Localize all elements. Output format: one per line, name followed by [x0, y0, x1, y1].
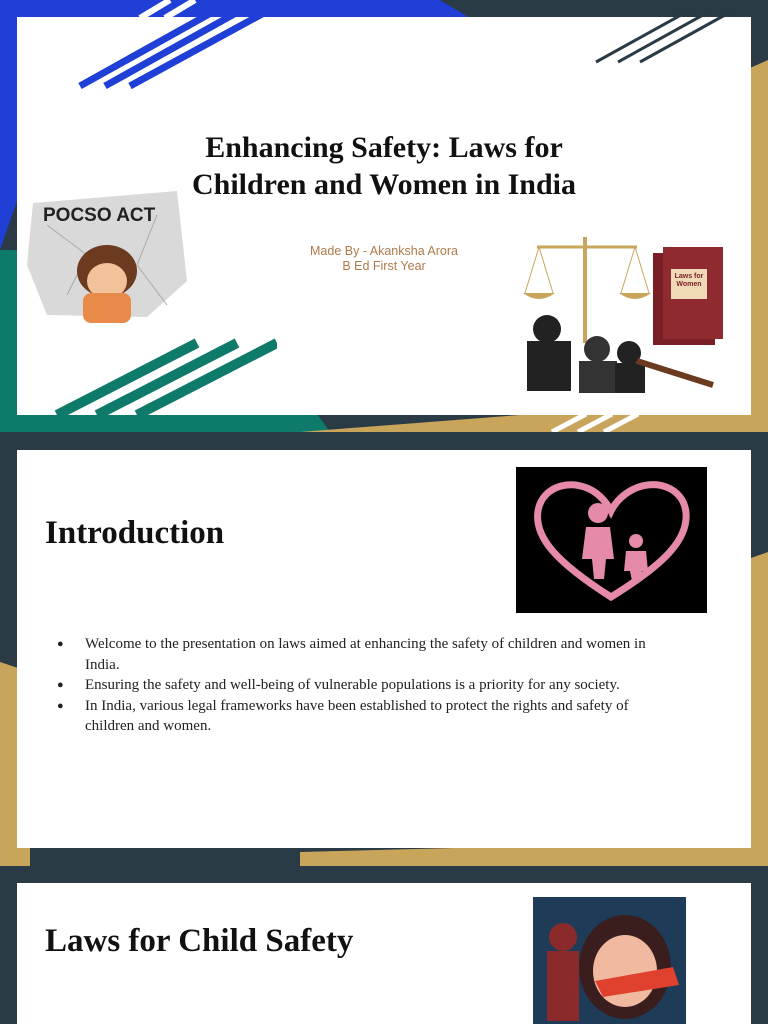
intro-heading: Introduction [45, 515, 225, 551]
heart-icon [516, 467, 707, 613]
list-item: ● In India, various legal frameworks have been established to protect the rights and safety of children and women. [57, 696, 677, 737]
child-safety-image [533, 897, 686, 1024]
laws-for-women-image [517, 233, 727, 393]
child-slide-card [17, 883, 751, 1024]
mother-child-heart-image [516, 467, 707, 613]
introduction-slide [0, 432, 768, 866]
child-safety-heading: Laws for Child Safety [45, 923, 354, 959]
child-safety-slide [0, 866, 768, 1024]
title-slide [0, 0, 768, 432]
intro-slide-card [17, 450, 751, 848]
list-item: ● Welcome to the presentation on laws aimed at enhancing the safety of children and women in India. [57, 634, 677, 675]
slide-title-line1: Enhancing Safety: Laws for [205, 131, 563, 164]
slide-title-line2: Children and Women in India [191, 168, 577, 201]
pocso-image-text: POCSO ACT [43, 205, 156, 226]
bottom-stripes [0, 400, 768, 432]
book-image-text: Laws for Women [674, 273, 704, 288]
byline-author: Made By - Akanksha Arora [310, 244, 458, 258]
pocso-act-image [27, 185, 189, 323]
top-stripes [0, 0, 768, 100]
intro-bullet-list [57, 634, 677, 737]
byline-course: B Ed First Year [342, 259, 426, 273]
list-item: ● Ensuring the safety and well-being of vulnerable populations is a priority for any society. [57, 675, 677, 696]
